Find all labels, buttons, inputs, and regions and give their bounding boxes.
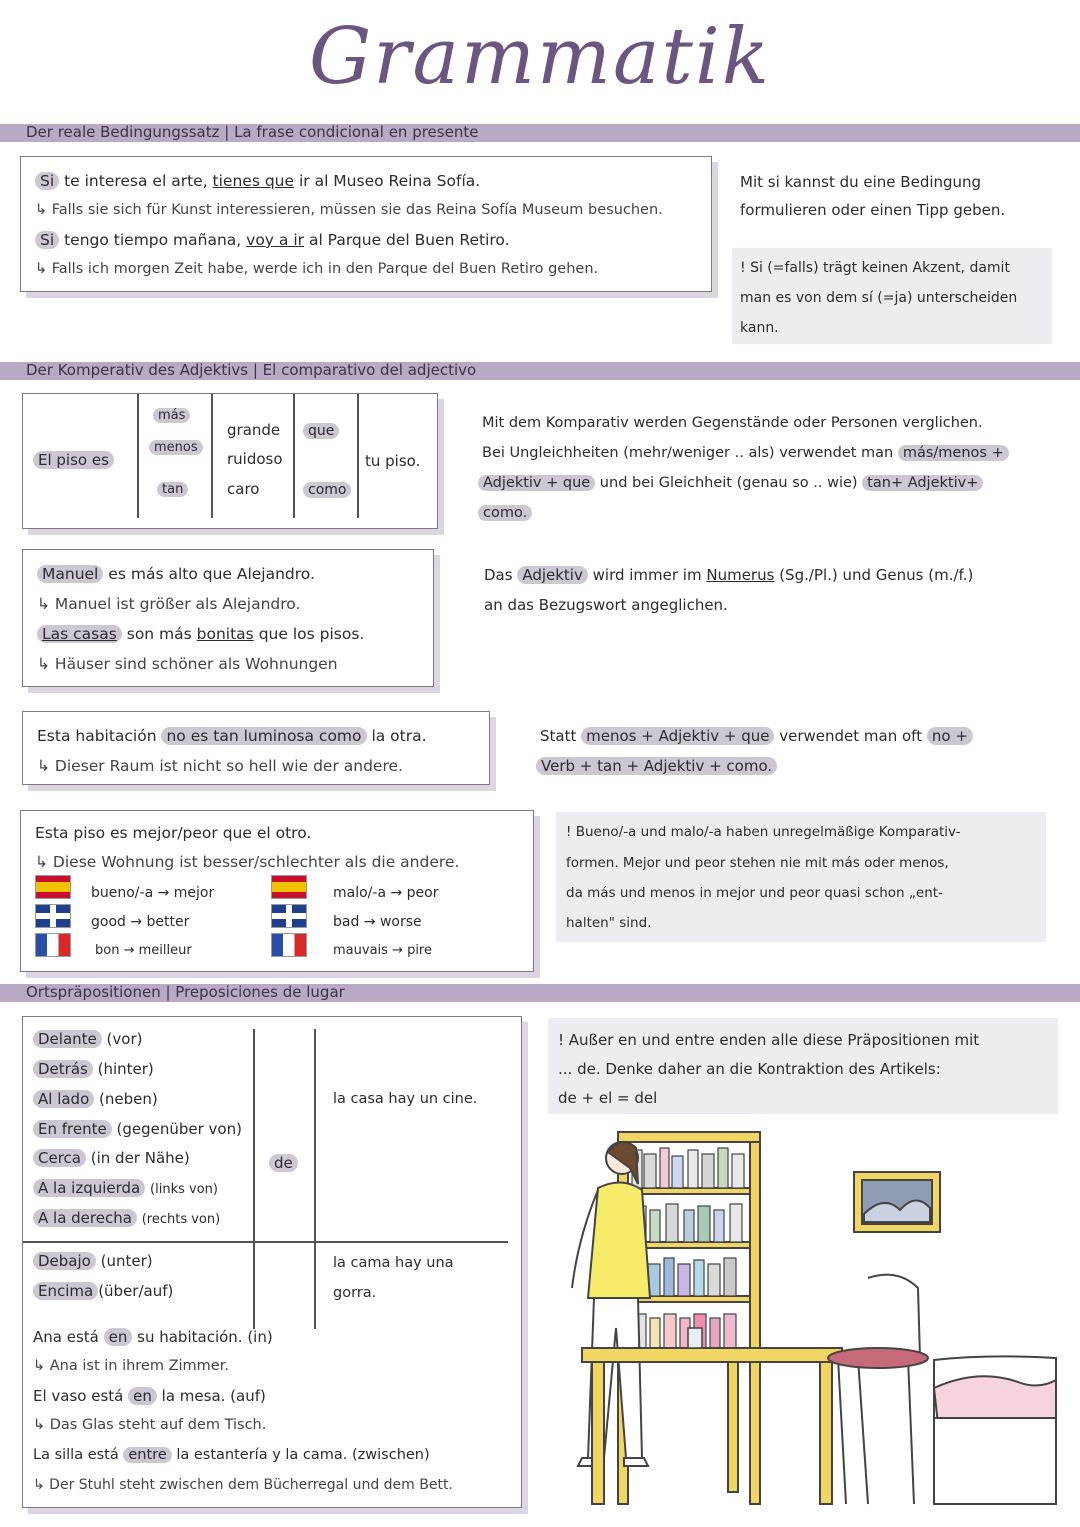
france-flag-icon <box>35 933 71 957</box>
section-header-conditional: Der reale Bedingungssatz | La frase condicional en presente <box>0 124 1080 142</box>
bed-icon <box>934 1356 1056 1504</box>
painting-icon <box>854 1172 940 1232</box>
section-header-prepositions: Ortspräpositionen | Preposiciones de lugar <box>0 984 1080 1002</box>
person-icon <box>572 1142 650 1466</box>
comparative-table <box>22 393 438 529</box>
uk-flag-icon <box>35 904 71 928</box>
table-mas: más <box>153 406 190 426</box>
agreement-text-2: an das Bezugswort angeglichen. <box>484 596 728 614</box>
prep-derecha: A la derecha (rechts von) <box>33 1208 220 1230</box>
prep-de: de <box>269 1153 298 1173</box>
glass-icon <box>688 1328 702 1348</box>
page-title: Grammatik <box>308 12 772 102</box>
tan-explanation-1: Statt menos + Adjektiv + que verwendet man oft no + <box>540 726 973 746</box>
conditional-explanation-2: formulieren oder einen Tipp geben. <box>740 201 1006 219</box>
tan-example-box: Esta habitación no es tan luminosa como la otra. ↳ Dieser Raum ist nicht so hell wie der andere. <box>22 711 490 785</box>
prep-encima: Encima (über/auf) <box>33 1281 173 1301</box>
contraction-note: ! Außer en und entre enden alle diese Präpositionen mit ... de. Denke daher an die Kontraktion des Artikels: de + el = del <box>548 1018 1058 1114</box>
section-header-comparative: Der Komperativ des Adjektivs | El comparativo del adjectivo <box>0 362 1080 380</box>
table-tan: tan <box>157 480 188 500</box>
comparative-text-3: Adjektiv + que und bei Gleichheit (genau so .. wie) tan+ Adjektiv+ <box>478 473 983 493</box>
conditional-line-2: Si tengo tiempo mañana, voy a ir al Parque del Buen Retiro. <box>35 230 510 250</box>
prep-delante: Delante (vor) <box>33 1029 142 1049</box>
prep-en-frente: En frente (gegenüber von) <box>33 1119 242 1139</box>
prep-cerca: Cerca (in der Nähe) <box>33 1148 190 1168</box>
table-menos: menos <box>149 438 203 458</box>
accent-note: ! Si (=falls) trägt keinen Akzent, damit man es von dem sí (=ja) unterscheiden kann. <box>732 248 1052 344</box>
room-illustration <box>538 1128 1058 1508</box>
table-end: tu piso. <box>365 452 421 470</box>
conditional-example-box <box>20 156 712 292</box>
irregular-note: ! Bueno/-a und malo/-a haben unregelmäßige Komparativ- formen. Mejor und peor stehen nie mit más oder menos, da más und menos in mejor und peor quasi schon „ent- halten" sind. <box>556 812 1046 942</box>
comparative-text-2: Bei Ungleichheiten (mehr/weniger .. als) verwendet man más/menos + <box>482 443 1009 463</box>
prepositions-box: Delante (vor) Detrás (hinter) Al lado (neben) En frente (gegenüber von) Cerca (in der Nähe) A la izquierda (links von) A la derecha (rechts von) Debajo (unter) Encima (über/auf) de la casa hay un cine. la cama hay una gorra. Ana está en su habitación. (in) ↳ Ana ist in ihrem Zimmer. El vaso está en la mesa. (auf) ↳ Das Glas steht auf dem Tisch. La silla está entre la estantería y la cama. (zwischen) ↳ Der Stuhl steht zwischen dem Bücherregal und dem Bett. <box>22 1016 522 1508</box>
prep-izquierda: A la izquierda (links von) <box>33 1178 218 1200</box>
spain-flag-icon <box>271 875 307 899</box>
prep-example-2: El vaso está en la mesa. (auf) <box>33 1387 266 1405</box>
table-adj-caro: caro <box>227 480 260 498</box>
uk-flag-icon <box>271 904 307 928</box>
conditional-translation-1: ↳ Falls sie sich für Kunst interessieren, müssen sie das Reina Sofía Museum besuchen. <box>35 202 663 218</box>
comparative-text-4: como. <box>478 503 532 523</box>
prep-example-1: Ana está en su habitación. (in) <box>33 1328 273 1346</box>
conditional-explanation: Mit si kannst du eine Bedingung <box>740 173 982 191</box>
comparative-text-1: Mit dem Komparativ werden Gegenstände oder Personen verglichen. <box>482 415 983 431</box>
table-que: que <box>303 421 339 441</box>
tan-explanation-2: Verb + tan + Adjektiv + como. <box>536 756 777 776</box>
table-subject: El piso es <box>33 450 114 470</box>
prep-right-2: la cama hay una <box>333 1255 454 1271</box>
spain-flag-icon <box>35 875 71 899</box>
table-adj-ruidoso: ruidoso <box>227 450 283 468</box>
prep-detras: Detrás (hinter) <box>33 1059 154 1079</box>
irregular-comparative-box: Esta piso es mejor/peor que el otro. ↳ Diese Wohnung ist besser/schlechter als die andere. bueno/-a → mejor good → better bon → meilleur malo/-a → peor bad → worse mauvais → pire <box>20 810 534 972</box>
prep-right-3: gorra. <box>333 1285 377 1301</box>
prep-example-3: La silla está entre la estantería y la cama. (zwischen) <box>33 1447 430 1463</box>
table-adj-grande: grande <box>227 421 281 439</box>
prep-right-1: la casa hay un cine. <box>333 1091 478 1107</box>
comparative-examples-box: Manuel es más alto que Alejandro. ↳ Manuel ist größer als Alejandro. Las casas son más bonitas que los pisos. ↳ Häuser sind schöner als Wohnungen <box>22 549 434 687</box>
conditional-translation-2: ↳ Falls ich morgen Zeit habe, werde ich in den Parque del Buen Retiro gehen. <box>35 261 599 277</box>
prep-al-lado: Al lado (neben) <box>33 1089 158 1109</box>
prep-debajo: Debajo (unter) <box>33 1251 153 1271</box>
table-como: como <box>303 480 351 500</box>
agreement-text-1: Das Adjektiv wird immer im Numerus (Sg./Pl.) und Genus (m./f.) <box>484 566 974 584</box>
conditional-line-1: Si te interesa el arte, tienes que ir al Museo Reina Sofía. <box>35 171 480 191</box>
chair-icon <box>828 1275 928 1504</box>
france-flag-icon <box>271 933 307 957</box>
